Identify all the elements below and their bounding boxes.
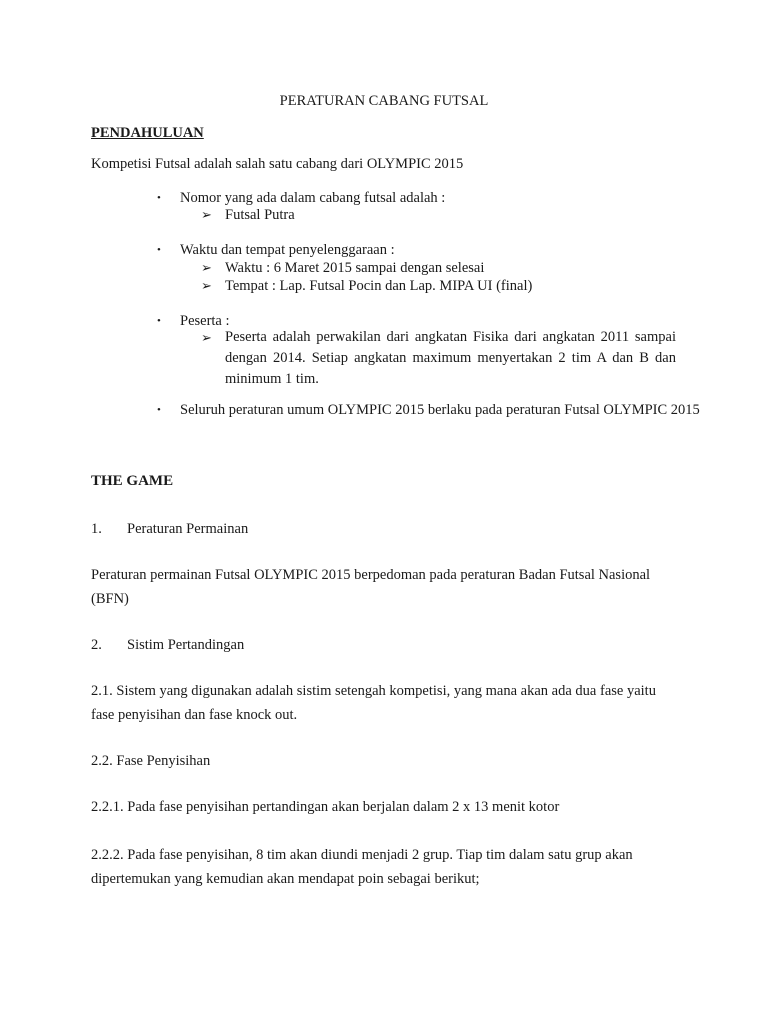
bullet-item-label: Seluruh peraturan umum OLYMPIC 2015 berlaku pada peraturan Futsal OLYMPIC 2015 (180, 402, 700, 418)
arrow-bullet-icon: ➢ (201, 260, 212, 275)
arrow-bullet-icon: ➢ (201, 330, 212, 345)
paragraph-2-2: 2.2. Fase Penyisihan (91, 753, 211, 769)
section-number: 1. (91, 521, 102, 537)
arrow-bullet-icon: ➢ (201, 207, 212, 222)
arrow-bullet-icon: ➢ (201, 278, 212, 293)
bullet-item-label: Peserta : (180, 313, 230, 329)
section-title: Sistim Pertandingan (127, 637, 245, 653)
sub-item: Waktu : 6 Maret 2015 sampai dengan selesai (225, 260, 485, 276)
paragraph-2-2-2: 2.2.2. Pada fase penyisihan, 8 tim akan diundi menjadi 2 grup. Tiap tim dalam satu grup akan dipertemukan yang kemudian akan mendapat poin sebagai berikut; (91, 847, 633, 887)
paragraph-2-1: 2.1. Sistem yang digunakan adalah sistim setengah kompetisi, yang mana akan ada dua fase yaitu fase penyisihan dan fase knock out. (91, 683, 656, 723)
intro-text: Kompetisi Futsal adalah salah satu cabang dari OLYMPIC 2015 (91, 156, 464, 172)
bullet-icon: • (157, 404, 161, 416)
sub-item: Tempat : Lap. Futsal Pocin dan Lap. MIPA UI (final) (225, 278, 533, 294)
sub-item: Futsal Putra (225, 207, 295, 223)
bullet-item-label: Waktu dan tempat penyelenggaraan : (180, 242, 395, 258)
paragraph-2-2-1: 2.2.1. Pada fase penyisihan pertandingan akan berjalan dalam 2 x 13 menit kotor (91, 799, 560, 815)
bullet-icon: • (157, 192, 161, 204)
bullet-icon: • (157, 244, 161, 256)
bullet-icon: • (157, 315, 161, 327)
section1-paragraph: Peraturan permainan Futsal OLYMPIC 2015 berpedoman pada peraturan Badan Futsal Nasional (BFN) (91, 567, 651, 607)
intro-heading: PENDAHULUAN (91, 125, 204, 141)
sub-item-paragraph: Peserta adalah perwakilan dari angkatan Fisika dari angkatan 2011 sampai dengan 2014. Setiap angkatan maximum menyertakan 2 tim A dan B dan minimum 1 tim. (225, 329, 676, 387)
bullet-item-label: Nomor yang ada dalam cabang futsal adalah : (180, 190, 446, 206)
section-number: 2. (91, 637, 102, 653)
document-title: PERATURAN CABANG FUTSAL (279, 93, 489, 109)
section-title: Peraturan Permainan (127, 521, 249, 537)
game-heading: THE GAME (91, 473, 174, 489)
